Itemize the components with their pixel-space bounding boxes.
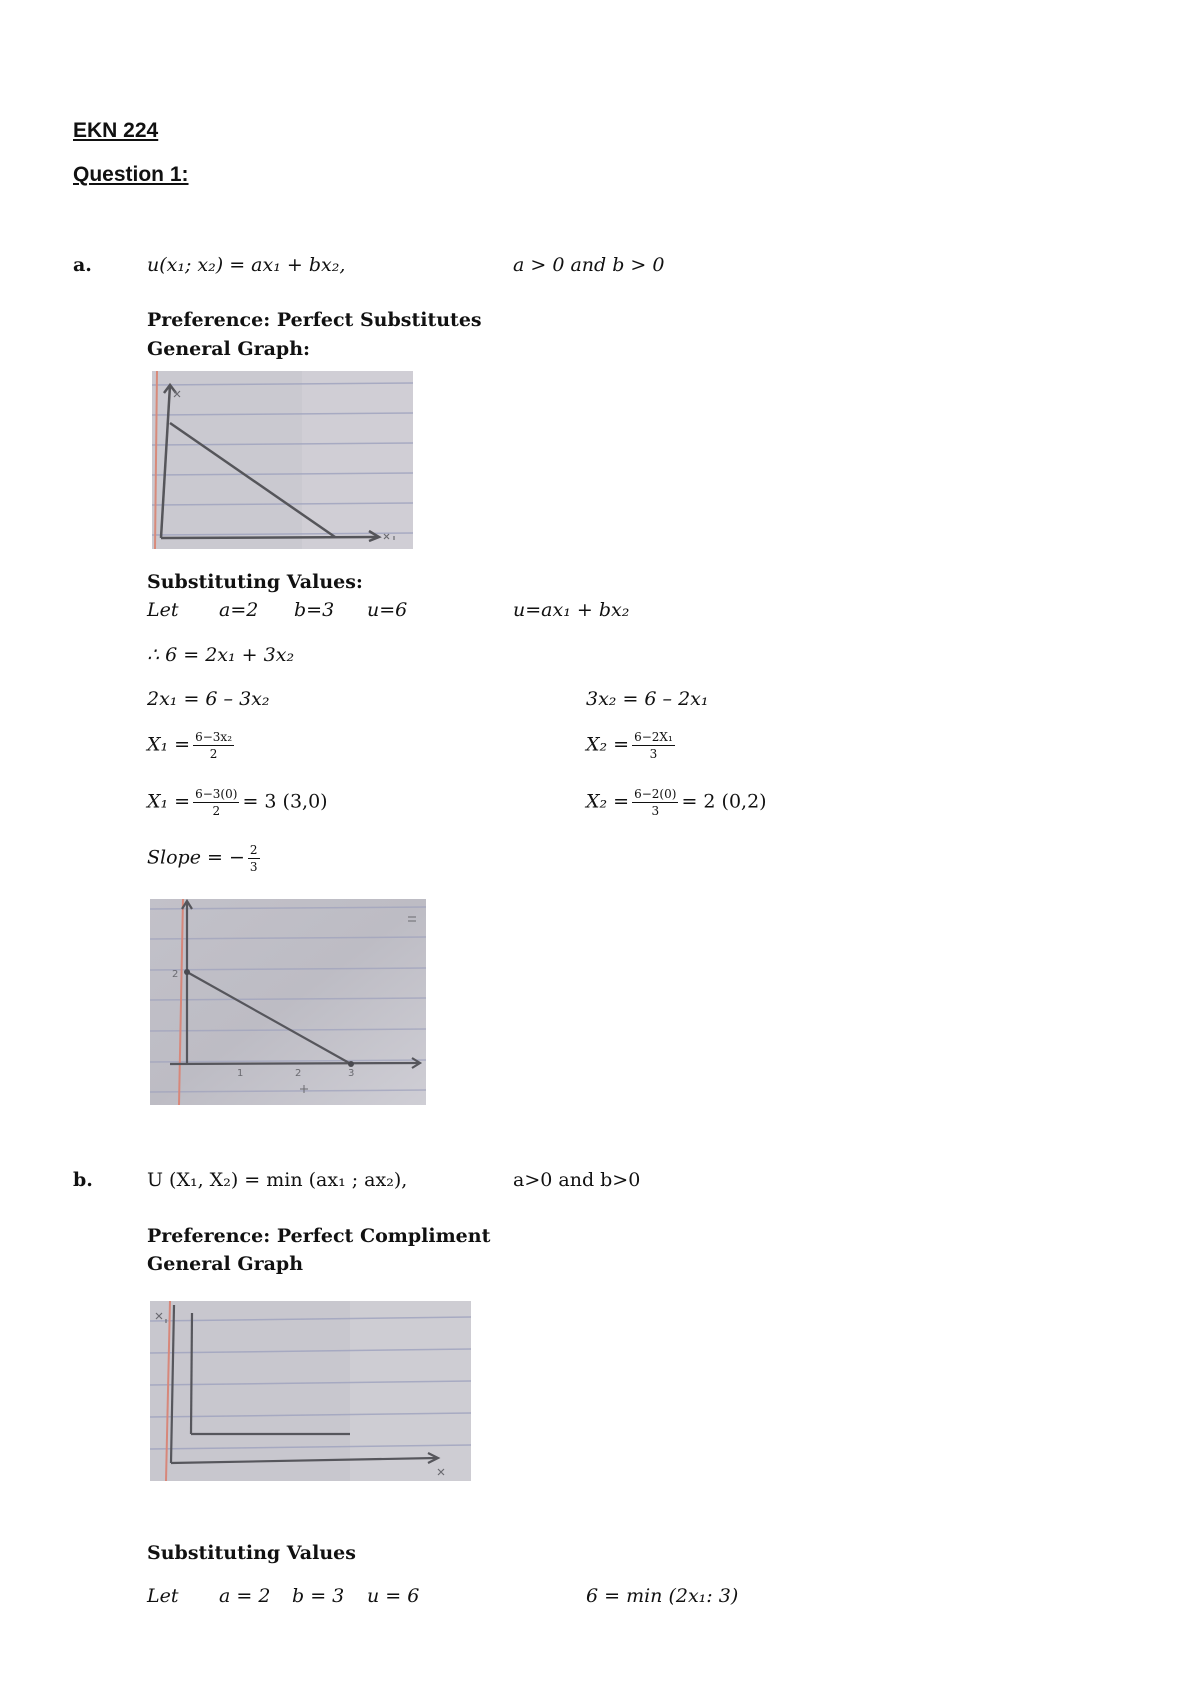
part-a-u-formula: u=ax₁ + bx₂ [513,599,630,621]
part-a-let-u: u=6 [367,599,408,621]
part-b-preference: Preference: Perfect Compliment [147,1225,491,1247]
x1b-denominator: 2 [212,804,221,818]
part-a-let-b: b=3 [294,599,335,621]
graph2-x-tick-1: 1 [237,1068,244,1079]
x1b-numerator: 6−3(0) [195,787,238,801]
x2b-denominator: 3 [651,804,660,818]
part-a-x2-evaluated [586,787,767,818]
x1b-fraction [193,787,239,818]
x2b-lhs: X₂ = [586,790,630,813]
part-a-utility-function: u(x₁; x₂) = ax₁ + bx₂, [147,254,346,276]
x1-numerator: 6−3x₂ [195,730,233,744]
x2b-result: = 2 (0,2) [681,790,767,813]
part-a-let-a: a=2 [219,599,259,621]
slope-denominator: 3 [249,860,258,874]
part-b-let-u: u = 6 [367,1585,420,1607]
question-heading: Question 1: [73,163,189,186]
x1-lhs: X₁ = [147,733,191,756]
slope-fraction [248,843,260,874]
part-b-let-a: a = 2 [219,1585,271,1607]
x2b-numerator: 6−2(0) [634,787,677,801]
part-b-min-equation: 6 = min (2x₁: 3) [586,1585,739,1607]
part-a-condition: a > 0 and b > 0 [513,254,665,276]
part-a-therefore-equation: ∴ 6 = 2x₁ + 3x₂ [147,644,295,666]
part-a-preference: Preference: Perfect Substitutes [147,309,482,331]
slope-lhs: Slope = − [147,846,245,869]
part-a-x1-evaluated [147,787,328,818]
substitutes-general-graph-photo [152,371,413,549]
part-a-x2-expression [586,730,678,761]
part-b-general-graph-label: General Graph [147,1253,304,1275]
part-a-let-word: Let [147,599,179,621]
part-a-marker: a. [73,254,92,276]
part-b-let-b: b = 3 [292,1585,345,1607]
graph2-x-tick-2: 2 [295,1068,302,1079]
part-a-right-equation-1: 3x₂ = 6 – 2x₁ [586,688,709,710]
x2-fraction [632,730,675,761]
complements-general-graph [150,1301,471,1481]
x1b-lhs: X₁ = [147,790,191,813]
part-b-utility-function: U (X₁, X₂) = min (ax₁ ; ax₂), [147,1169,408,1191]
x1-denominator: 2 [209,747,218,761]
part-a-left-equation-1: 2x₁ = 6 – 3x₂ [147,688,270,710]
part-b-substituting-label: Substituting Values [147,1542,356,1564]
part-b-let-word: Let [147,1585,179,1607]
x2-numerator: 6−2X₁ [634,730,673,744]
substitutes-general-graph [152,371,413,549]
part-b-marker: b. [73,1169,93,1191]
x1b-result: = 3 (3,0) [242,790,328,813]
x1-fraction [193,730,234,761]
part-a-slope [147,843,263,874]
x2b-fraction [632,787,678,818]
part-a-x1-expression [147,730,237,761]
slope-numerator: 2 [249,843,258,857]
part-a-substituting-label: Substituting Values: [147,571,363,593]
x2-lhs: X₂ = [586,733,630,756]
course-code: EKN 224 [73,119,159,142]
complements-general-graph-photo [150,1301,471,1481]
x2-denominator: 3 [649,747,658,761]
substitutes-values-graph-photo [150,899,426,1105]
substitutes-values-graph [150,899,426,1105]
part-b-condition: a>0 and b>0 [513,1169,641,1191]
part-a-general-graph-label: General Graph: [147,338,311,360]
graph2-x-tick-3: 3 [348,1068,355,1079]
graph2-y-mark-label: 2 [172,969,179,980]
